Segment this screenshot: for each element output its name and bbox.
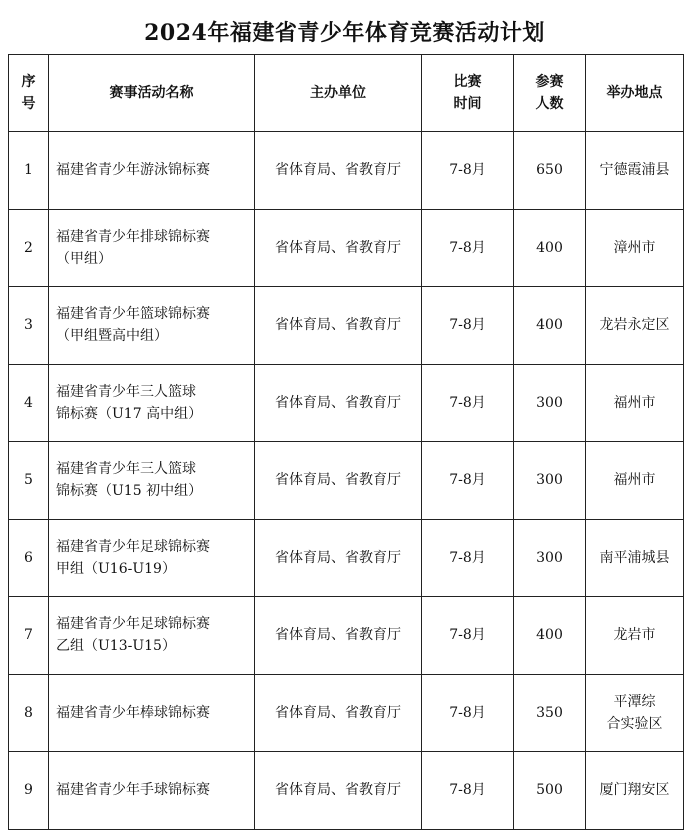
cell-time: 7-8月: [422, 752, 514, 830]
cell-no: 1: [9, 132, 49, 210]
cell-no: 4: [9, 364, 49, 442]
cell-time: 7-8月: [422, 364, 514, 442]
cell-host: 省体育局、省教育厅: [255, 132, 422, 210]
cell-no: 5: [9, 442, 49, 520]
table-row: [9, 674, 684, 752]
cell-host: 省体育局、省教育厅: [255, 442, 422, 520]
cell-host: 省体育局、省教育厅: [255, 519, 422, 597]
cell-count: 500: [514, 752, 586, 830]
header-host: 主办单位: [255, 55, 422, 132]
cell-no: 6: [9, 519, 49, 597]
cell-no: 8: [9, 674, 49, 752]
cell-place: 福州市: [586, 442, 684, 520]
cell-event-name: 福建省青少年篮球锦标赛 （甲组暨高中组）: [49, 287, 255, 365]
cell-time: 7-8月: [422, 597, 514, 675]
cell-event-name: 福建省青少年手球锦标赛: [49, 752, 255, 830]
cell-place: 南平浦城县: [586, 519, 684, 597]
cell-no: 3: [9, 287, 49, 365]
cell-event-name: 福建省青少年排球锦标赛 （甲组）: [49, 209, 255, 287]
cell-count: 400: [514, 597, 586, 675]
cell-place: 厦门翔安区: [586, 752, 684, 830]
table-row: [9, 442, 684, 520]
header-event-name: 赛事活动名称: [49, 55, 255, 132]
cell-host: 省体育局、省教育厅: [255, 364, 422, 442]
table-row: [9, 752, 684, 830]
cell-place: 宁德霞浦县: [586, 132, 684, 210]
cell-count: 300: [514, 364, 586, 442]
cell-event-name: 福建省青少年三人篮球 锦标赛（U15 初中组）: [49, 442, 255, 520]
cell-event-name: 福建省青少年足球锦标赛 乙组（U13-U15）: [49, 597, 255, 675]
cell-event-name: 福建省青少年游泳锦标赛: [49, 132, 255, 210]
cell-event-name: 福建省青少年足球锦标赛 甲组（U16-U19）: [49, 519, 255, 597]
cell-count: 300: [514, 442, 586, 520]
cell-time: 7-8月: [422, 287, 514, 365]
cell-event-name: 福建省青少年棒球锦标赛: [49, 674, 255, 752]
cell-place: 福州市: [586, 364, 684, 442]
cell-count: 400: [514, 209, 586, 287]
cell-time: 7-8月: [422, 132, 514, 210]
cell-no: 2: [9, 209, 49, 287]
cell-no: 9: [9, 752, 49, 830]
cell-place: 漳州市: [586, 209, 684, 287]
table-row: [9, 519, 684, 597]
table-header-row: [9, 55, 684, 132]
header-time: 比赛 时间: [422, 55, 514, 132]
table-row: [9, 209, 684, 287]
cell-count: 350: [514, 674, 586, 752]
cell-count: 650: [514, 132, 586, 210]
cell-host: 省体育局、省教育厅: [255, 287, 422, 365]
cell-place: 龙岩永定区: [586, 287, 684, 365]
cell-host: 省体育局、省教育厅: [255, 674, 422, 752]
table-row: [9, 597, 684, 675]
cell-place: 龙岩市: [586, 597, 684, 675]
table-row: [9, 132, 684, 210]
table-row: [9, 287, 684, 365]
cell-count: 300: [514, 519, 586, 597]
cell-time: 7-8月: [422, 674, 514, 752]
cell-host: 省体育局、省教育厅: [255, 209, 422, 287]
cell-event-name: 福建省青少年三人篮球 锦标赛（U17 高中组）: [49, 364, 255, 442]
header-place: 举办地点: [586, 55, 684, 132]
cell-host: 省体育局、省教育厅: [255, 752, 422, 830]
header-no: 序 号: [9, 55, 49, 132]
header-count: 参赛 人数: [514, 55, 586, 132]
competition-table: [8, 54, 684, 830]
cell-time: 7-8月: [422, 519, 514, 597]
cell-count: 400: [514, 287, 586, 365]
page-title: 2024年福建省青少年体育竞赛活动计划: [144, 20, 545, 46]
cell-host: 省体育局、省教育厅: [255, 597, 422, 675]
table-row: [9, 364, 684, 442]
cell-time: 7-8月: [422, 209, 514, 287]
cell-no: 7: [9, 597, 49, 675]
cell-place: 平潭综 合实验区: [586, 674, 684, 752]
cell-time: 7-8月: [422, 442, 514, 520]
